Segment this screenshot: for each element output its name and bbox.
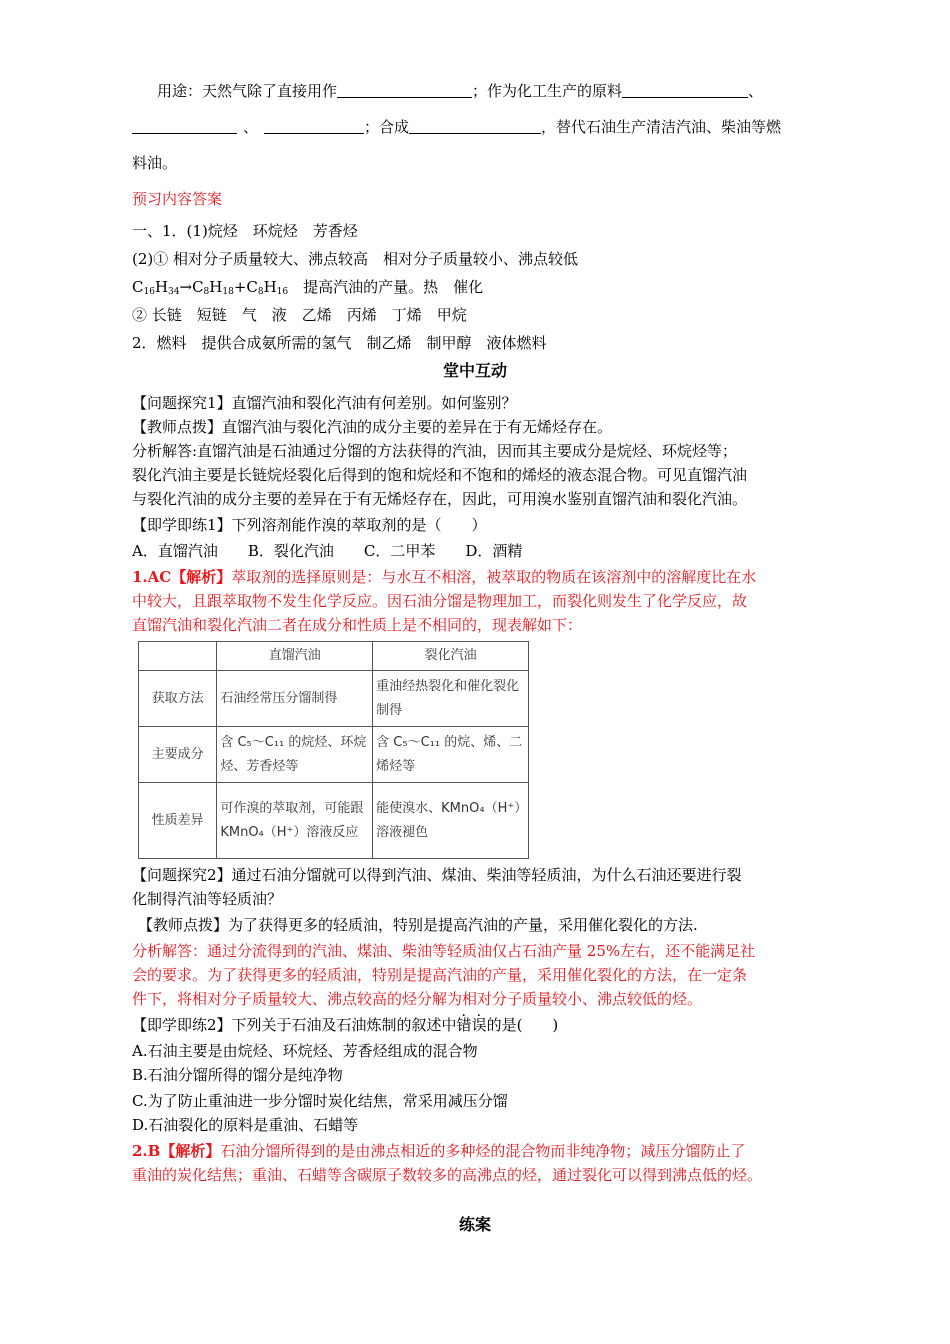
table-header-row [139, 642, 529, 671]
usage-line-1 [157, 80, 763, 102]
table-row-label: 主要成分 [139, 727, 217, 783]
q2-analysis-3: 件下，将相对分子质量较大、沸点较高的烃分解为相对分子质量较小、沸点较低的烃。 [132, 990, 703, 1008]
usage-tail: ，替代石油生产清洁汽油、柴油等燃 [541, 118, 782, 136]
formula-arrow: → [179, 278, 193, 296]
formula-c5: +C [233, 278, 258, 296]
table-row [139, 727, 529, 783]
q2-hint: 【教师点拨】为了获得更多的轻质油，特别是提高汽油的产量，采用催化裂化的方法. [138, 916, 698, 934]
q1-answer-text-1: 萃取剂的选择原则是：与水互不相溶，被萃取的物质在该溶剂中的溶解度比在水 [231, 568, 757, 586]
q2-answer-text-1: 石油分馏所得到的是由沸点相近的多种烃的混合物而非纯净物；减压分馏防止了 [220, 1142, 746, 1160]
table-row-label: 获取方法 [139, 671, 217, 727]
answer-line-3 [132, 276, 483, 303]
q2-analysis-2: 会的要求。为了获得更多的轻质油，特别是提高汽油的产量，采用催化裂化的方法，在一定条 [132, 966, 748, 984]
comparison-table [138, 641, 529, 859]
blank-2 [622, 81, 748, 98]
usage-synth: ；合成 [364, 118, 410, 136]
q1-options: A．直馏汽油 B．裂化汽油 C．二甲苯 D．酒精 [132, 542, 523, 560]
formula-s3: 8 [203, 287, 210, 297]
formula-c4: H [209, 278, 223, 296]
table-row [139, 783, 529, 859]
q2-option-b: B.石油分馏所得的馏分是纯净物 [132, 1066, 343, 1084]
q1-hint: 【教师点拨】直馏汽油与裂化汽油的成分主要的差异在于有无烯烃存在。 [132, 418, 613, 436]
q2-answer-label: 2.B【解析】 [132, 1142, 221, 1160]
q1-analysis-1: 分析解答:直馏汽油是石油通过分馏的方法获得的汽油，因而其主要成分是烷烃、环烷烃等； [132, 442, 738, 460]
q2-option-d: D.石油裂化的原料是重油、石蜡等 [132, 1116, 359, 1134]
usage-sep: 、 [243, 118, 259, 136]
blank-5 [409, 117, 541, 134]
table-row-label: 性质差异 [139, 783, 217, 859]
q2-explore-1: 【问题探究2】通过石油分馏就可以得到汽油、煤油、柴油等轻质油，为什么石油还要进行裂 [132, 866, 742, 884]
q2-answer-line-1 [132, 1140, 745, 1162]
usage-mid: ；作为化工生产的原料 [472, 82, 623, 100]
q2-analysis-1: 分析解答：通过分流得到的汽油、煤油、柴油等轻质油仅占石油产量 25%左右，还不能满足社 [132, 942, 756, 960]
table-header-straight-run: 直馏汽油 [217, 642, 373, 671]
formula-s2: 34 [168, 287, 180, 297]
q1-practice: 【即学即练1】下列溶剂能作溴的萃取剂的是（ ） [132, 516, 487, 534]
answer-line-5: 2．燃料 提供合成氨所需的氢气 制乙烯 制甲醇 液体燃料 [132, 334, 547, 352]
table-row [139, 671, 529, 727]
usage-line-2 [132, 116, 781, 138]
section-title-class-interaction: 堂中互动 [442, 361, 507, 380]
usage-line-3: 料油。 [132, 154, 178, 172]
answer-line-1: 一、1．(1)烷烃 环烷烃 芳香烃 [132, 222, 358, 240]
blank-3 [132, 117, 237, 134]
blank-4 [264, 117, 364, 134]
usage-end: 、 [748, 82, 764, 100]
formula-s4: 18 [222, 287, 234, 297]
table-cell: 可作溴的萃取剂，可能跟 KMnO₄（H⁺）溶液反应 [217, 783, 373, 859]
formula-s5: 8 [257, 287, 264, 297]
q2-practice [132, 1014, 558, 1036]
q1-answer-label: 1.AC【解析】 [132, 568, 232, 586]
table-header-empty [139, 642, 217, 671]
usage-prefix: 用途：天然气除了直接用作 [157, 82, 338, 100]
q1-analysis-2: 裂化汽油主要是长链烷烃裂化后得到的饱和烷烃和不饱和的烯烃的液态混合物。可见直馏汽油 [132, 466, 748, 484]
section-title-practice: 练案 [458, 1215, 491, 1234]
table-cell: 石油经常压分馏制得 [217, 671, 373, 727]
table-cell: 重油经热裂化和催化裂化制得 [373, 671, 529, 727]
formula-c3: C [192, 278, 204, 296]
q1-answer-line-2: 中较大，且跟萃取物不发生化学反应。因石油分馏是物理加工，而裂化则发生了化学反应，故 [132, 592, 748, 610]
q2-practice-emph-1: 错 [456, 1016, 472, 1034]
q2-answer-line-2: 重油的炭化结焦；重油、石蜡等含碳原子数较多的高沸点的烃，通过裂化可以得到沸点低的烃。 [132, 1166, 763, 1184]
formula-c1: C [132, 278, 144, 296]
formula-c6: H [263, 278, 277, 296]
table-header-cracked: 裂化汽油 [373, 642, 529, 671]
answer-line-4: ② 长链 短链 气 液 乙烯 丙烯 丁烯 甲烷 [132, 306, 467, 324]
table-cell: 含 C₅～C₁₁ 的烷烃、环烷烃、芳香烃等 [217, 727, 373, 783]
formula-s1: 16 [143, 287, 155, 297]
q2-practice-pre: 【即学即练2】下列关于石油及石油炼制的叙述中 [132, 1016, 457, 1034]
answer-line-2: (2)① 相对分子质量较大、沸点较高 相对分子质量较小、沸点较低 [132, 250, 579, 268]
q2-explore-2: 化制得汽油等轻质油？ [132, 890, 283, 908]
q2-practice-emph-2: 误 [471, 1016, 487, 1034]
q2-practice-post: 的是( ) [486, 1016, 559, 1034]
formula-s6: 16 [276, 287, 289, 297]
q2-option-a: A.石油主要是由烷烃、环烷烃、芳香烃组成的混合物 [132, 1042, 478, 1060]
q1-analysis-3: 与裂化汽油的成分主要的差异在于有无烯烃存在，因此，可用溴水鉴别直馏汽油和裂化汽油。 [132, 490, 748, 508]
q2-option-c: C.为了防止重油进一步分馏时炭化结焦，常采用减压分馏 [132, 1092, 508, 1110]
formula-rest: 提高汽油的产量。热 催化 [288, 278, 484, 296]
answers-heading: 预习内容答案 [132, 190, 223, 208]
q1-answer-line-1 [132, 566, 756, 588]
table-cell: 含 C₅～C₁₁ 的烷、烯、二烯烃等 [373, 727, 529, 783]
table-cell: 能使溴水、KMnO₄（H⁺）溶液褪色 [373, 783, 529, 859]
formula-c2: H [154, 278, 169, 296]
q1-explore: 【问题探究1】直馏汽油和裂化汽油有何差别。如何鉴别？ [132, 394, 517, 412]
blank-1 [337, 81, 472, 98]
q1-answer-line-3: 直馏汽油和裂化汽油二者在成分和性质上是不相同的，现表解如下： [132, 616, 583, 634]
